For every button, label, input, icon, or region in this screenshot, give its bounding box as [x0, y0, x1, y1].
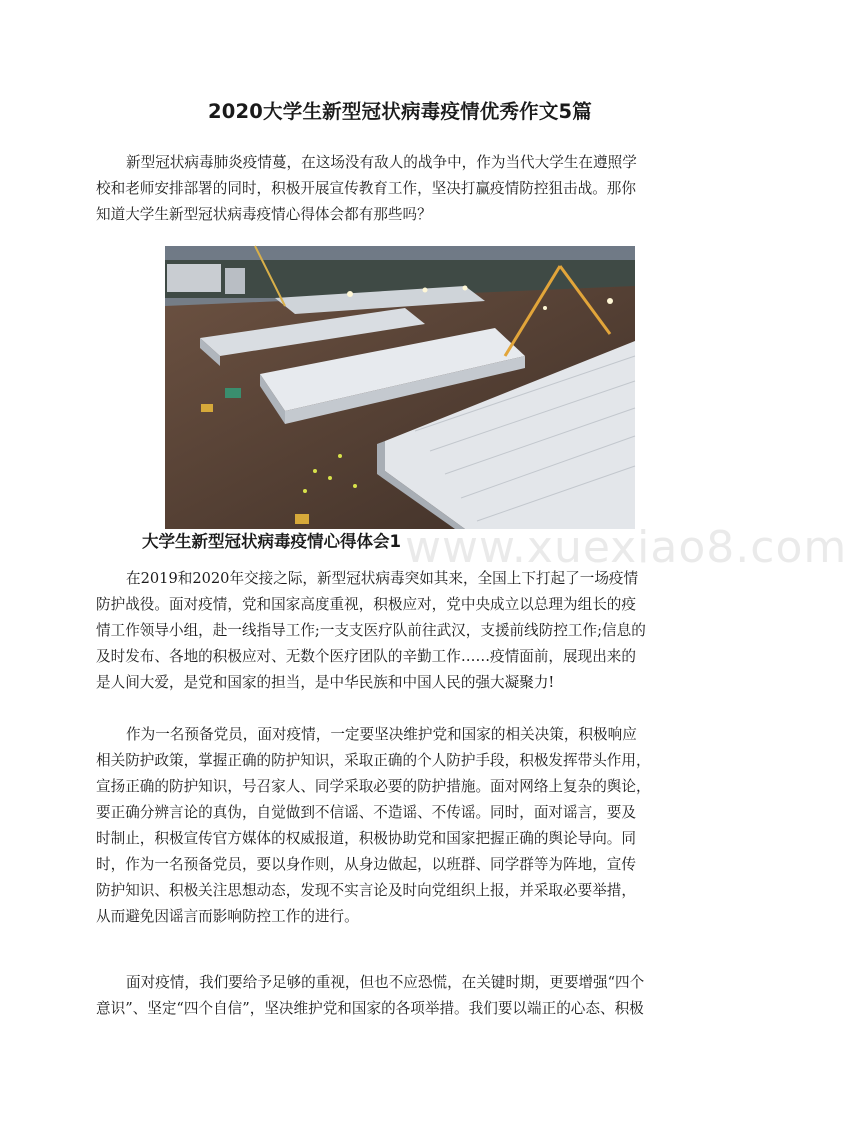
text-line: 时制止，积极宣传官方媒体的权威报道，积极协助党和国家把握正确的舆论导向。同: [96, 830, 636, 847]
text-line: 新型冠状病毒肺炎疫情蔓，在这场没有敌人的战争中，作为当代大学生在遵照学: [126, 154, 637, 171]
text-line: 是人间大爱，是党和国家的担当，是中华民族和中国人民的强大凝聚力!: [96, 674, 555, 691]
body-paragraph: [96, 566, 708, 696]
text-line: 防护知识、积极关注思想动态，发现不实言论及时向党组织上报，并采取必要举措，: [96, 882, 636, 899]
text-line: 从而避免因谣言而影响防控工作的进行。: [96, 908, 359, 925]
text-line: 在2019和2020年交接之际，新型冠状病毒突如其来，全国上下打起了一场疫情: [126, 570, 639, 587]
text-line: 防护战役。面对疫情，党和国家高度重视，积极应对，党中央成立以总理为组长的疫: [96, 596, 636, 613]
section-heading: 大学生新型冠状病毒疫情心得体会1: [142, 532, 401, 551]
text-line: 作为一名预备党员，面对疫情，一定要坚决维护党和国家的相关决策，积极响应: [126, 726, 637, 743]
text-line: 知道大学生新型冠状病毒疫情心得体会都有那些吗？: [96, 206, 432, 223]
watermark: www.xuexiao8.com: [405, 522, 847, 573]
intro-paragraph: [96, 150, 708, 228]
body-paragraph: [96, 722, 708, 930]
text-line: 及时发布、各地的积极应对、无数个医疗团队的辛勤工作……疫情面前，展现出来的: [96, 648, 636, 665]
text-line: 相关防护政策，掌握正确的防护知识，采取正确的个人防护手段，积极发挥带头作用，: [96, 752, 651, 769]
body-paragraph: [96, 970, 708, 1022]
construction-site-photo: [165, 246, 635, 529]
text-line: 面对疫情，我们要给予足够的重视，但也不应恐慌，在关键时期，更要增强“四个: [126, 974, 645, 991]
text-line: 意识”、坚定“四个自信”，坚决维护党和国家的各项举措。我们要以端正的心态、积极: [96, 1000, 644, 1017]
document-title: 2020大学生新型冠状病毒疫情优秀作文5篇: [207, 100, 593, 123]
text-line: 情工作领导小组，赴一线指导工作;一支支医疗队前往武汉，支援前线防控工作;信息的: [96, 622, 646, 639]
text-line: 校和老师安排部署的同时，积极开展宣传教育工作，坚决打赢疫情防控狙击战。那你: [96, 180, 636, 197]
text-line: 要正确分辨言论的真伪，自觉做到不信谣、不造谣、不传谣。同时，面对谣言，要及: [96, 804, 636, 821]
text-line: 时，作为一名预备党员，要以身作则，从身边做起，以班群、同学群等为阵地，宣传: [96, 856, 636, 873]
text-line: 宣扬正确的防护知识，号召家人、同学采取必要的防护措施。面对网络上复杂的舆论，: [96, 778, 651, 795]
